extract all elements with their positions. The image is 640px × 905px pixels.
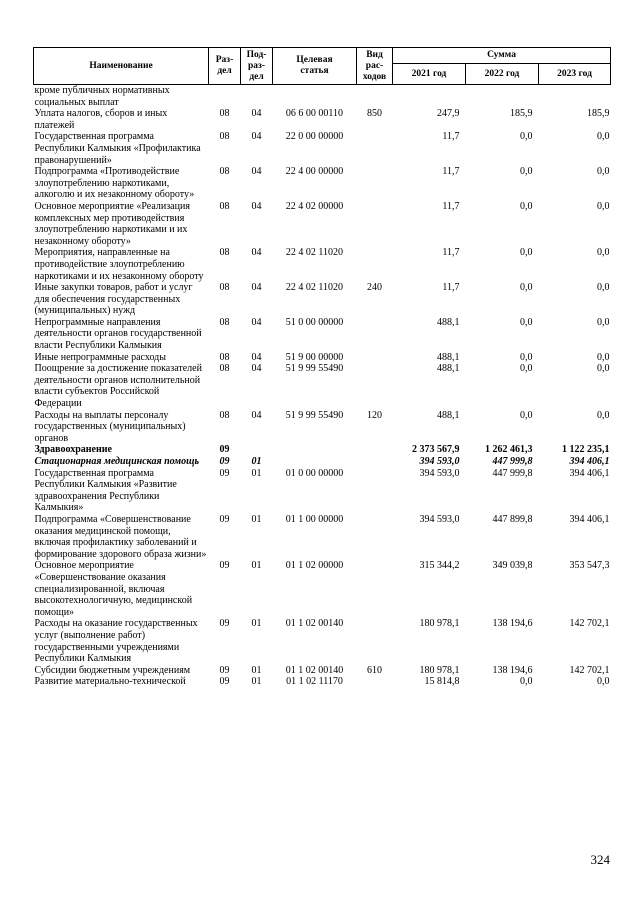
- row-type: [357, 444, 393, 456]
- row-sum-2023: 394 406,1: [569, 513, 610, 525]
- row-razdel: 08: [219, 131, 230, 143]
- row-sum-2022: 0,0: [520, 316, 533, 328]
- row-name: Уплата налогов, сборов и иных платежей: [34, 108, 168, 131]
- row-sum-2022: 0,0: [520, 200, 533, 212]
- row-sum-2022: [466, 85, 539, 109]
- header-year-2023: 2023 год: [539, 64, 611, 85]
- table-row: [34, 676, 611, 688]
- row-sum-2023: 142 702,1: [569, 664, 610, 676]
- header-name: Наименование: [34, 48, 209, 85]
- row-razdel: 08: [219, 351, 230, 363]
- header-year-2021: 2021 год: [393, 64, 466, 85]
- row-type: [357, 468, 393, 514]
- row-target: 51 9 99 55490: [285, 409, 344, 421]
- row-sum-2021: 15 814,8: [424, 676, 460, 688]
- row-target: 22 0 00 00000: [285, 131, 344, 143]
- header-type: Вид рас- ходов: [357, 48, 393, 85]
- row-sum-2021: 11,7: [442, 200, 460, 212]
- row-sum-2023: 0,0: [597, 363, 610, 375]
- row-podrazdel: 01: [251, 664, 262, 676]
- row-razdel: [209, 85, 241, 109]
- row-sum-2021: 488,1: [437, 316, 460, 328]
- row-target: 06 6 00 00110: [285, 108, 344, 120]
- row-target: 51 9 00 00000: [285, 351, 344, 363]
- row-razdel: 09: [219, 560, 230, 572]
- row-sum-2021: 315 344,2: [419, 560, 460, 572]
- row-sum-2022: 0,0: [520, 131, 533, 143]
- row-sum-2022: 138 194,6: [492, 664, 533, 676]
- row-sum-2021: [393, 85, 466, 109]
- row-sum-2023: 353 547,3: [569, 560, 610, 572]
- row-type: [357, 618, 393, 664]
- row-sum-2022: 447 999,8: [492, 467, 533, 479]
- row-name: Подпрограмма «Противодействие злоупотреблению наркотиками, алкоголю и их незаконному обороту»: [34, 166, 195, 201]
- table-row: [34, 282, 611, 317]
- row-type: 850: [367, 108, 382, 120]
- row-type: 610: [367, 664, 382, 676]
- row-sum-2022: 0,0: [520, 409, 533, 421]
- row-sum-2021: 488,1: [437, 409, 460, 421]
- row-sum-2023: 0,0: [597, 200, 610, 212]
- row-type: 240: [367, 282, 382, 294]
- row-razdel: 08: [219, 363, 230, 375]
- row-name: Развитие материально-технической: [34, 676, 186, 688]
- row-sum-2021: 394 593,0: [419, 513, 460, 525]
- row-sum-2023: 1 122 235,1: [562, 444, 610, 456]
- row-podrazdel: 01: [251, 467, 262, 479]
- row-target: 51 0 00 00000: [285, 316, 344, 328]
- row-sum-2021: 11,7: [442, 247, 460, 259]
- table-row: [34, 665, 611, 677]
- row-name: Подпрограмма «Совершенствование оказания медицинской помощи, включая профилактику заболеваний и формирование здорового образа жизни»: [34, 513, 207, 560]
- row-name: Иные закупки товаров, работ и услуг для обеспечения государственных (муниципальных) нужд: [34, 282, 193, 317]
- row-podrazdel: 04: [251, 409, 262, 421]
- row-name: Субсидии бюджетным учреждениям: [34, 664, 191, 676]
- row-sum-2023: 0,0: [597, 131, 610, 143]
- row-sum-2022: 0,0: [520, 166, 533, 178]
- row-target: [273, 85, 357, 109]
- row-name: Государственная программа Республики Калмыкия «Развитие здравоохранения Республики Калмыкия»: [34, 467, 177, 514]
- row-type: [357, 166, 393, 201]
- row-sum-2022: 138 194,6: [492, 618, 533, 630]
- row-name: Мероприятия, направленные на противодействие злоупотреблению наркотиками и их незаконному обороту: [34, 247, 204, 282]
- row-razdel: 08: [219, 409, 230, 421]
- row-podrazdel: 01: [251, 456, 262, 467]
- table-row: [34, 131, 611, 166]
- row-podrazdel: 01: [251, 560, 262, 572]
- row-razdel: 09: [219, 664, 230, 676]
- table-row: [34, 317, 611, 352]
- row-type: [357, 560, 393, 618]
- row-name: Непрограммные направления деятельности органов государственной власти Республики Калмыкия: [34, 316, 202, 352]
- row-name: Расходы на оказание государственных услуг (выполнение работ) государственными учреждениями Республики Калмыкия: [34, 618, 198, 665]
- row-sum-2022: 0,0: [520, 676, 533, 688]
- row-sum-2023: 0,0: [597, 316, 610, 328]
- table-row: [34, 201, 611, 247]
- page-number: 324: [590, 852, 610, 867]
- row-target: 22 4 02 00000: [285, 200, 344, 212]
- row-target: 01 0 00 00000: [285, 467, 344, 479]
- table-row: [34, 410, 611, 445]
- row-target: 22 4 02 11020: [285, 282, 344, 294]
- row-podrazdel: 04: [251, 108, 262, 120]
- row-sum-2023: 185,9: [587, 108, 610, 120]
- row-type: [357, 352, 393, 364]
- row-razdel: 09: [219, 618, 230, 630]
- row-sum-2021: 11,7: [442, 282, 460, 294]
- table-row: [34, 247, 611, 282]
- row-razdel: 08: [219, 200, 230, 212]
- row-type: [357, 85, 393, 109]
- row-podrazdel: 04: [251, 363, 262, 375]
- row-razdel: 08: [219, 282, 230, 294]
- row-sum-2021: 394 593,0: [419, 467, 460, 479]
- row-sum-2023: 142 702,1: [569, 618, 610, 630]
- row-sum-2023: 0,0: [597, 282, 610, 294]
- row-podrazdel: 04: [251, 316, 262, 328]
- row-name: Расходы на выплаты персоналу государственных (муниципальных) органов: [34, 409, 186, 444]
- row-razdel: 09: [219, 456, 230, 467]
- row-sum-2023: 0,0: [597, 351, 610, 363]
- row-razdel: 09: [219, 676, 230, 688]
- row-sum-2021: 2 373 567,9: [412, 444, 460, 456]
- table-row: [34, 618, 611, 664]
- row-type: [357, 201, 393, 247]
- row-sum-2023: 0,0: [597, 247, 610, 259]
- row-name: Стационарная медицинская помощь: [34, 456, 200, 467]
- row-podrazdel: 01: [251, 513, 262, 525]
- header-sum: Сумма: [393, 48, 611, 64]
- row-name: Иные непрограммные расходы: [34, 351, 166, 363]
- row-razdel: 09: [219, 513, 230, 525]
- table-body: [34, 85, 611, 688]
- row-sum-2023: 394 406,1: [569, 467, 610, 479]
- row-target: 22 4 02 11020: [285, 247, 344, 259]
- row-razdel: 08: [219, 166, 230, 178]
- row-target: [273, 444, 357, 456]
- row-target: 01 1 02 00140: [285, 618, 344, 630]
- row-name: Здравоохранение: [34, 444, 112, 456]
- row-type: [357, 456, 393, 468]
- table-row: [34, 468, 611, 514]
- row-podrazdel: 04: [251, 200, 262, 212]
- row-sum-2022: 0,0: [520, 282, 533, 294]
- row-sum-2022: 349 039,8: [492, 560, 533, 572]
- row-type: 120: [367, 409, 382, 421]
- row-razdel: 08: [219, 316, 230, 328]
- row-type: [357, 131, 393, 166]
- row-type: [357, 514, 393, 560]
- row-sum-2021: 247,9: [437, 108, 460, 120]
- row-target: 01 1 02 00000: [285, 560, 344, 572]
- row-sum-2023: 394 406,1: [569, 456, 610, 467]
- table-row: [34, 85, 611, 109]
- row-sum-2023: 0,0: [597, 409, 610, 421]
- row-podrazdel: 04: [251, 351, 262, 363]
- table-row: [34, 108, 611, 131]
- row-sum-2022: 0,0: [520, 351, 533, 363]
- row-razdel: 08: [219, 247, 230, 259]
- row-name: Основное мероприятие «Реализация комплексных мер противодействия злоупотреблению наркотиками и их незаконному обороту»: [34, 200, 190, 247]
- row-razdel: 09: [219, 467, 230, 479]
- row-target: 01 1 02 11170: [286, 676, 343, 688]
- row-podrazdel: 04: [251, 131, 262, 143]
- row-name: Основное мероприятие «Совершенствование оказания специализированной, включая высокотехнологичную, медицинской помощи»: [34, 560, 193, 618]
- row-sum-2021: 180 978,1: [419, 618, 460, 630]
- row-razdel: 08: [219, 108, 230, 120]
- row-type: [357, 676, 393, 688]
- row-target: 01 1 00 00000: [285, 513, 344, 525]
- table-row: [34, 363, 611, 409]
- row-type: [357, 317, 393, 352]
- row-target: 01 1 02 00140: [285, 664, 344, 676]
- row-sum-2023: [539, 85, 611, 109]
- table-row: [34, 352, 611, 364]
- row-target: [273, 456, 357, 468]
- table-row: [34, 166, 611, 201]
- row-podrazdel: 04: [251, 282, 262, 294]
- table-header: [34, 48, 611, 85]
- row-podrazdel: 04: [251, 166, 262, 178]
- row-sum-2022: 447 999,8: [492, 456, 533, 467]
- row-podrazdel: 01: [251, 618, 262, 630]
- row-podrazdel: [241, 85, 273, 109]
- row-sum-2022: 447 899,8: [492, 513, 533, 525]
- row-podrazdel: 01: [251, 676, 262, 688]
- table-row: [34, 560, 611, 618]
- row-type: [357, 363, 393, 409]
- header-podrazdel: Под- раз- дел: [241, 48, 273, 85]
- row-sum-2021: 394 593,0: [419, 456, 460, 467]
- row-sum-2021: 11,7: [442, 131, 460, 143]
- header-year-2022: 2022 год: [466, 64, 539, 85]
- row-name: Поощрение за достижение показателей деятельности органов исполнительной власти субъектов Российской Федерации: [34, 363, 202, 410]
- row-name: кроме публичных нормативных социальных выплат: [34, 85, 170, 108]
- row-sum-2022: 0,0: [520, 363, 533, 375]
- row-sum-2022: 1 262 461,3: [485, 444, 533, 456]
- row-target: 51 9 99 55490: [285, 363, 344, 375]
- row-sum-2021: 488,1: [437, 363, 460, 375]
- row-sum-2021: 488,1: [437, 351, 460, 363]
- budget-table: [33, 47, 611, 688]
- row-type: [357, 247, 393, 282]
- row-sum-2022: 0,0: [520, 247, 533, 259]
- header-target: Целевая статья: [273, 48, 357, 85]
- row-name: Государственная программа Республики Калмыкия «Профилактика правонарушений»: [34, 131, 201, 166]
- header-razdel: Раз- дел: [209, 48, 241, 85]
- row-podrazdel: 04: [251, 247, 262, 259]
- row-podrazdel: [241, 444, 273, 456]
- row-target: 22 4 00 00000: [285, 166, 344, 178]
- row-sum-2021: 11,7: [442, 166, 460, 178]
- table-row: [34, 514, 611, 560]
- table-row: [34, 456, 611, 468]
- row-sum-2023: 0,0: [597, 166, 610, 178]
- row-razdel: 09: [219, 444, 230, 456]
- row-sum-2021: 180 978,1: [419, 664, 460, 676]
- row-sum-2023: 0,0: [597, 676, 610, 688]
- row-sum-2022: 185,9: [510, 108, 533, 120]
- table-row: [34, 444, 611, 456]
